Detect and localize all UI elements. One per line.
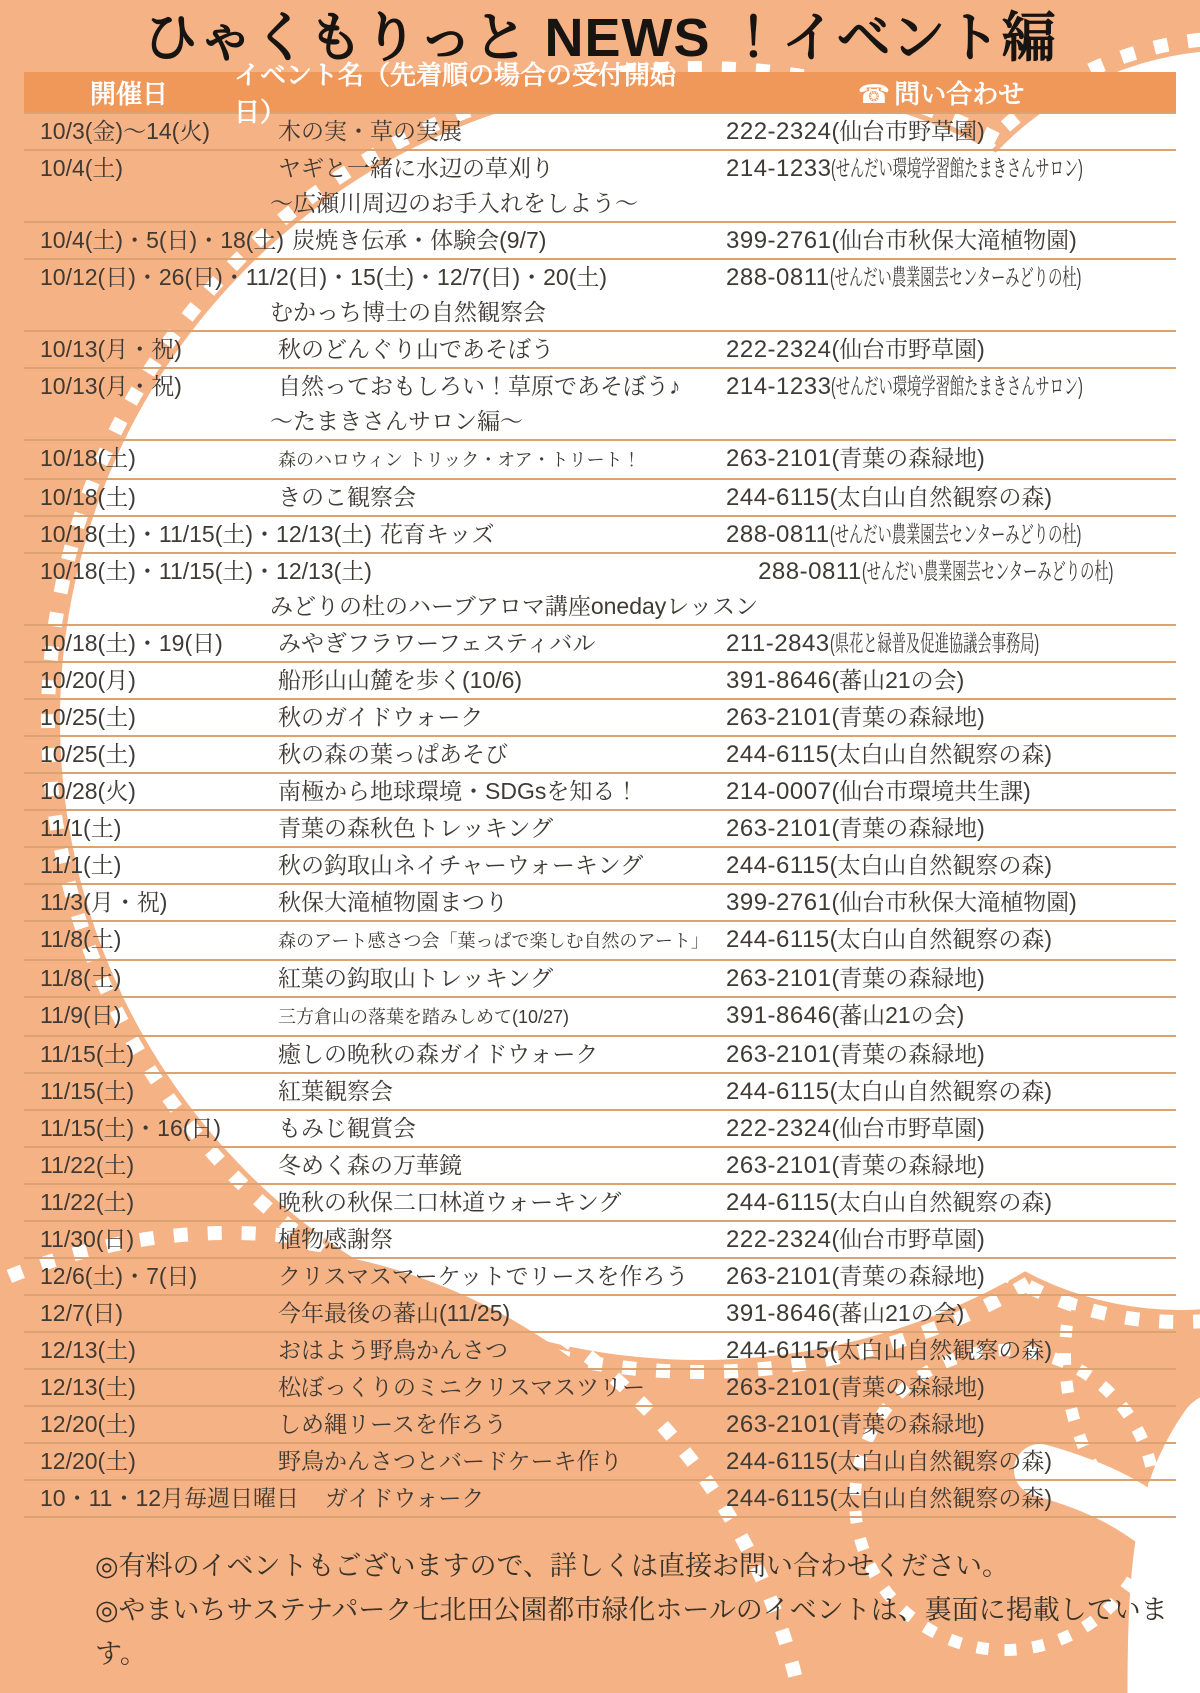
cell-date: 10/13(月・祝) — [40, 336, 182, 362]
cell-phone-number: 263-2101 — [726, 1152, 832, 1179]
cell-event: ガイドウォーク — [325, 1485, 485, 1511]
table-row — [24, 1035, 1176, 1072]
event-table-body — [24, 112, 1176, 1518]
cell-contact — [726, 774, 1176, 809]
cell-contact — [726, 369, 1176, 439]
cell-event: 癒しの晩秋の森ガイドウォーク — [278, 1041, 599, 1067]
row-date-event-area — [24, 1370, 726, 1405]
cell-event: 炭焼き伝承・体験会(9/7) — [292, 227, 547, 253]
row-date-event-area — [24, 114, 726, 149]
cell-contact — [726, 223, 1176, 258]
row-date-event-area — [24, 663, 726, 698]
cell-organization: (蕃山21の会) — [831, 667, 965, 693]
cell-contact — [726, 1222, 1176, 1257]
cell-contact — [726, 885, 1176, 920]
cell-date: 11/15(土) — [40, 1078, 135, 1104]
cell-organization: (仙台市秋保大滝植物園) — [831, 889, 1077, 915]
table-row — [24, 439, 1176, 478]
cell-organization: (太白山自然観察の森) — [829, 741, 1052, 767]
cell-organization: (青葉の森緑地) — [831, 1041, 985, 1067]
table-row — [24, 846, 1176, 883]
cell-contact — [726, 1370, 1176, 1405]
cell-date: 12/20(土) — [40, 1411, 136, 1437]
cell-organization: (青葉の森緑地) — [831, 965, 985, 991]
cell-phone-number: 391-8646 — [726, 1300, 832, 1327]
row-date-event-area — [24, 480, 726, 515]
cell-event: 冬めく森の万華鏡 — [278, 1152, 462, 1178]
table-header-row — [24, 60, 1176, 127]
table-row — [24, 1479, 1176, 1518]
cell-date: 12/20(土) — [40, 1448, 136, 1474]
cell-phone-number: 263-2101 — [726, 815, 832, 842]
cell-organization: (蕃山21の会) — [831, 1002, 965, 1028]
cell-date: 10/18(土)・11/15(土)・12/13(土) — [40, 521, 372, 547]
cell-phone-number: 263-2101 — [726, 1411, 832, 1438]
cell-contact — [726, 961, 1176, 996]
cell-organization: (せんだい環境学習館たまきさんサロン) — [831, 155, 1084, 181]
row-date-event-area — [24, 961, 726, 996]
cell-phone-number: 263-2101 — [726, 1263, 832, 1290]
phone-icon: ☎ — [857, 78, 891, 109]
cell-event: 森のアート感さつ会「葉っぱで楽しむ自然のアート」 — [278, 931, 709, 951]
cell-phone-number: 222-2324 — [726, 1226, 832, 1253]
cell-date: 10/4(土) — [40, 155, 124, 181]
row-date-event-area — [24, 332, 726, 367]
cell-date: 10/25(土) — [40, 741, 136, 767]
cell-contact — [726, 737, 1176, 772]
table-row — [24, 959, 1176, 996]
cell-date: 11/15(土) — [40, 1041, 135, 1067]
cell-phone-number: 288-0811 — [726, 521, 830, 548]
cell-phone-number: 222-2324 — [726, 336, 832, 363]
cell-event: 秋のガイドウォーク — [278, 704, 484, 730]
cell-contact — [726, 1111, 1176, 1146]
row-date-event-area — [24, 811, 726, 846]
cell-contact — [726, 1074, 1176, 1109]
cell-event: 植物感謝祭 — [278, 1226, 393, 1252]
cell-date: 10/28(火) — [40, 778, 136, 804]
cell-contact — [758, 554, 1200, 624]
cell-organization: (太白山自然観察の森) — [829, 852, 1052, 878]
cell-date: 12/13(土) — [40, 1374, 136, 1400]
cell-date: 11/30(日) — [40, 1226, 135, 1252]
cell-date: 10/18(土)・19(日) — [40, 630, 223, 656]
footer-notes — [95, 1544, 1200, 1676]
row-date-event-area — [24, 1259, 726, 1294]
table-row — [24, 698, 1176, 735]
cell-event: 三方倉山の落葉を踏みしめて(10/27) — [278, 1007, 570, 1027]
header-contact — [706, 74, 1176, 111]
cell-contact — [726, 151, 1176, 221]
cell-phone-number: 263-2101 — [726, 445, 832, 472]
table-row — [24, 1257, 1176, 1294]
table-row — [24, 258, 1176, 330]
cell-contact — [726, 700, 1176, 735]
cell-organization: (仙台市野草園) — [831, 1115, 985, 1141]
cell-contact — [726, 663, 1176, 698]
cell-date: 11/8(土) — [40, 926, 122, 952]
cell-contact — [726, 1444, 1176, 1479]
cell-contact — [726, 332, 1176, 367]
cell-contact — [726, 1481, 1176, 1516]
cell-event-line2: みどりの杜のハーブアロマ講座onedayレッスン — [270, 593, 759, 619]
table-row — [24, 1368, 1176, 1405]
cell-event: 今年最後の蕃山(11/25) — [278, 1300, 511, 1326]
table-row — [24, 809, 1176, 846]
cell-date: 11/15(土)・16(日) — [40, 1115, 222, 1141]
cell-organization: (太白山自然観察の森) — [829, 1337, 1052, 1363]
table-row — [24, 367, 1176, 439]
cell-organization: (青葉の森緑地) — [831, 815, 985, 841]
table-row — [24, 920, 1176, 959]
row-date-event-area — [24, 260, 726, 330]
cell-event: 秋のどんぐり山であそぼう — [278, 336, 554, 362]
table-row — [24, 1294, 1176, 1331]
row-date-event-area — [24, 1037, 726, 1072]
cell-phone-number: 288-0811 — [758, 558, 862, 585]
cell-date: 12/6(土)・7(日) — [40, 1263, 198, 1289]
cell-event: 秋の森の葉っぱあそび — [278, 741, 508, 767]
cell-event: 松ぼっくりのミニクリスマスツリー — [278, 1374, 646, 1400]
cell-date: 10/18(土)・11/15(土)・12/13(土) — [40, 558, 372, 584]
cell-phone-number: 391-8646 — [726, 1002, 832, 1029]
cell-event: 野鳥かんさつとバードケーキ作り — [278, 1448, 623, 1474]
row-date-event-area — [24, 737, 726, 772]
cell-organization: (仙台市秋保大滝植物園) — [831, 227, 1077, 253]
row-date-event-area — [24, 151, 726, 221]
cell-event: 秋の鈎取山ネイチャーウォーキング — [278, 852, 644, 878]
table-row — [24, 1109, 1176, 1146]
cell-date: 11/1(土) — [40, 852, 122, 878]
cell-contact — [726, 1037, 1176, 1072]
cell-organization: (青葉の森緑地) — [831, 1411, 985, 1437]
table-row — [24, 735, 1176, 772]
cell-event: 紅葉観察会 — [278, 1078, 393, 1104]
row-date-event-area — [24, 1407, 726, 1442]
cell-phone-number: 214-0007 — [726, 778, 832, 805]
cell-phone-number: 214-1233 — [726, 155, 832, 182]
row-date-event-area — [24, 998, 726, 1035]
cell-organization: (せんだい農業園芸センターみどりの杜) — [861, 558, 1114, 584]
cell-organization: (太白山自然観察の森) — [829, 484, 1052, 510]
table-row — [24, 552, 1176, 624]
cell-contact — [726, 998, 1176, 1035]
cell-organization: (蕃山21の会) — [831, 1300, 965, 1326]
cell-contact — [726, 441, 1176, 478]
cell-date: 10/25(土) — [40, 704, 136, 730]
cell-organization: (青葉の森緑地) — [831, 445, 985, 471]
cell-event: 木の実・草の実展 — [278, 118, 462, 144]
row-date-event-area — [24, 517, 726, 552]
cell-event: 青葉の森秋色トレッキング — [278, 815, 554, 841]
row-date-event-area — [24, 554, 758, 624]
row-date-event-area — [24, 1185, 726, 1220]
cell-contact — [726, 1148, 1176, 1183]
cell-date: 11/3(月・祝) — [40, 889, 168, 915]
row-date-event-area — [24, 369, 726, 439]
cell-event: みやぎフラワーフェスティバル — [278, 630, 596, 656]
row-date-event-area — [24, 922, 726, 959]
cell-date: 11/9(日) — [40, 1002, 122, 1028]
cell-phone-number: 391-8646 — [726, 667, 832, 694]
cell-organization: (太白山自然観察の森) — [829, 1485, 1052, 1511]
header-event: イベント名（先着順の場合の受付開始日） — [234, 60, 677, 127]
table-row — [24, 661, 1176, 698]
cell-event: 紅葉の鈎取山トレッキング — [278, 965, 554, 991]
table-row — [24, 1072, 1176, 1109]
cell-contact — [726, 811, 1176, 846]
cell-contact — [726, 114, 1176, 149]
cell-event: 秋保大滝植物園まつり — [278, 889, 508, 915]
row-date-event-area — [24, 626, 726, 661]
cell-organization: (青葉の森緑地) — [831, 1152, 985, 1178]
cell-organization: (県花と緑普及促進協議会事務局) — [829, 630, 1039, 656]
header-date: 開催日 — [89, 78, 168, 109]
cell-phone-number: 244-6115 — [726, 484, 830, 511]
table-row — [24, 478, 1176, 515]
cell-event: 自然っておもしろい！草原であそぼう♪ — [278, 373, 681, 399]
cell-organization: (太白山自然観察の森) — [829, 1448, 1052, 1474]
cell-date: 10/18(土) — [40, 484, 136, 510]
cell-date: 10/4(土)・5(日)・18(土) — [40, 227, 285, 253]
cell-organization: (仙台市環境共生課) — [831, 778, 1031, 804]
cell-date: 11/8(土) — [40, 965, 122, 991]
cell-event: 南極から地球環境・SDGsを知る！ — [278, 778, 639, 804]
cell-phone-number: 244-6115 — [726, 852, 830, 879]
cell-date: 10/20(月) — [40, 667, 136, 693]
cell-event: 晩秋の秋保二口林道ウォーキング — [278, 1189, 622, 1215]
cell-event: おはよう野鳥かんさつ — [278, 1337, 508, 1363]
cell-event: もみじ観賞会 — [278, 1115, 416, 1141]
cell-contact — [726, 1333, 1176, 1368]
cell-phone-number: 399-2761 — [726, 889, 832, 916]
table-row — [24, 149, 1176, 221]
row-date-event-area — [24, 1222, 726, 1257]
cell-event: きのこ観察会 — [278, 484, 416, 510]
cell-organization: (太白山自然観察の森) — [829, 1078, 1052, 1104]
cell-phone-number: 399-2761 — [726, 227, 832, 254]
cell-contact — [726, 626, 1176, 661]
cell-organization: (青葉の森緑地) — [831, 1263, 985, 1289]
cell-event-line2: むかっち博士の自然観察会 — [270, 299, 546, 325]
cell-phone-number: 222-2324 — [726, 1115, 832, 1142]
cell-event-line2: ～たまきさんサロン編～ — [270, 408, 523, 434]
cell-organization: (せんだい農業園芸センターみどりの杜) — [829, 264, 1082, 290]
cell-contact — [726, 480, 1176, 515]
cell-event: 花育キッズ — [379, 521, 495, 547]
cell-organization: (仙台市野草園) — [831, 118, 985, 144]
cell-organization: (太白山自然観察の森) — [829, 1189, 1052, 1215]
row-date-event-area — [24, 1296, 726, 1331]
table-row — [24, 515, 1176, 552]
row-date-event-area — [24, 885, 726, 920]
row-date-event-area — [24, 1148, 726, 1183]
table-row — [24, 1220, 1176, 1257]
cell-organization: (せんだい農業園芸センターみどりの杜) — [829, 521, 1082, 547]
cell-contact — [726, 1407, 1176, 1442]
cell-event-line2: ～広瀬川周辺のお手入れをしよう～ — [270, 190, 638, 216]
cell-date: 11/1(土) — [40, 815, 122, 841]
cell-phone-number: 288-0811 — [726, 264, 830, 291]
cell-phone-number: 244-6115 — [726, 1078, 830, 1105]
cell-contact — [726, 848, 1176, 883]
row-date-event-area — [24, 848, 726, 883]
cell-date: 10/12(日)・26(日)・11/2(日)・15(土)・12/7(日)・20(土) — [40, 264, 608, 290]
cell-phone-number: 244-6115 — [726, 1189, 830, 1216]
table-row — [24, 1442, 1176, 1479]
cell-phone-number: 244-6115 — [726, 1485, 830, 1512]
cell-contact — [726, 517, 1176, 552]
cell-phone-number: 263-2101 — [726, 1041, 832, 1068]
table-row — [24, 1405, 1176, 1442]
cell-phone-number: 263-2101 — [726, 1374, 832, 1401]
page-title: ひゃくもりっと NEWS ！イベント編 — [143, 8, 1057, 68]
cell-contact — [726, 922, 1176, 959]
cell-event: ヤギと一緒に水辺の草刈り — [278, 155, 554, 181]
cell-event: クリスマスマーケットでリースを作ろう — [278, 1263, 689, 1289]
cell-organization: (仙台市野草園) — [831, 336, 985, 362]
cell-date: 10/3(金)～14(火) — [40, 118, 210, 144]
event-table — [24, 60, 1176, 1518]
cell-organization: (青葉の森緑地) — [831, 704, 985, 730]
row-date-event-area — [24, 1333, 726, 1368]
cell-date: 11/22(土) — [40, 1152, 135, 1178]
table-row — [24, 1183, 1176, 1220]
row-date-event-area — [24, 1111, 726, 1146]
cell-phone-number: 211-2843 — [726, 630, 830, 657]
row-date-event-area — [24, 700, 726, 735]
row-date-event-area — [24, 1444, 726, 1479]
cell-date: 12/13(土) — [40, 1337, 136, 1363]
cell-event: しめ縄リースを作ろう — [278, 1411, 507, 1437]
cell-date: 10/18(土) — [40, 445, 136, 471]
cell-date: 11/22(土) — [40, 1189, 135, 1215]
table-row — [24, 772, 1176, 809]
cell-contact — [726, 1259, 1176, 1294]
cell-date: 12/7(日) — [40, 1300, 124, 1326]
table-row — [24, 330, 1176, 367]
table-row — [24, 883, 1176, 920]
cell-phone-number: 244-6115 — [726, 1337, 830, 1364]
header-contact-label: 問い合わせ — [894, 78, 1025, 109]
cell-contact — [726, 1296, 1176, 1331]
table-row — [24, 221, 1176, 258]
cell-phone-number: 214-1233 — [726, 373, 832, 400]
table-row — [24, 996, 1176, 1035]
cell-date: 10・11・12月毎週日曜日 — [40, 1485, 300, 1511]
cell-phone-number: 263-2101 — [726, 965, 832, 992]
cell-organization: (青葉の森緑地) — [831, 1374, 985, 1400]
row-date-event-area — [24, 223, 726, 258]
cell-event: 船形山山麓を歩く(10/6) — [278, 667, 523, 693]
row-date-event-area — [24, 441, 726, 478]
cell-date: 10/13(月・祝) — [40, 373, 182, 399]
cell-phone-number: 244-6115 — [726, 926, 830, 953]
cell-organization: (仙台市野草園) — [831, 1226, 985, 1252]
note-line-1: ◎有料のイベントもございますので、詳しくは直接お問い合わせください。 — [95, 1551, 1010, 1581]
cell-event: 森のハロウィン トリック・オア・トリート！ — [278, 450, 641, 470]
row-date-event-area — [24, 1074, 726, 1109]
cell-organization: (太白山自然観察の森) — [829, 926, 1052, 952]
table-row — [24, 1146, 1176, 1183]
cell-contact — [726, 1185, 1176, 1220]
cell-phone-number: 244-6115 — [726, 1448, 830, 1475]
note-line-2: ◎やまいちサステナパーク七北田公園都市緑化ホールのイベントは、裏面に掲載しています。 — [95, 1595, 1168, 1669]
cell-contact — [726, 260, 1176, 330]
cell-phone-number: 222-2324 — [726, 118, 832, 145]
row-date-event-area — [24, 1481, 726, 1516]
cell-phone-number: 244-6115 — [726, 741, 830, 768]
table-row — [24, 624, 1176, 661]
table-row — [24, 112, 1176, 149]
row-date-event-area — [24, 774, 726, 809]
cell-organization: (せんだい環境学習館たまきさんサロン) — [831, 373, 1084, 399]
table-row — [24, 1331, 1176, 1368]
cell-phone-number: 263-2101 — [726, 704, 832, 731]
